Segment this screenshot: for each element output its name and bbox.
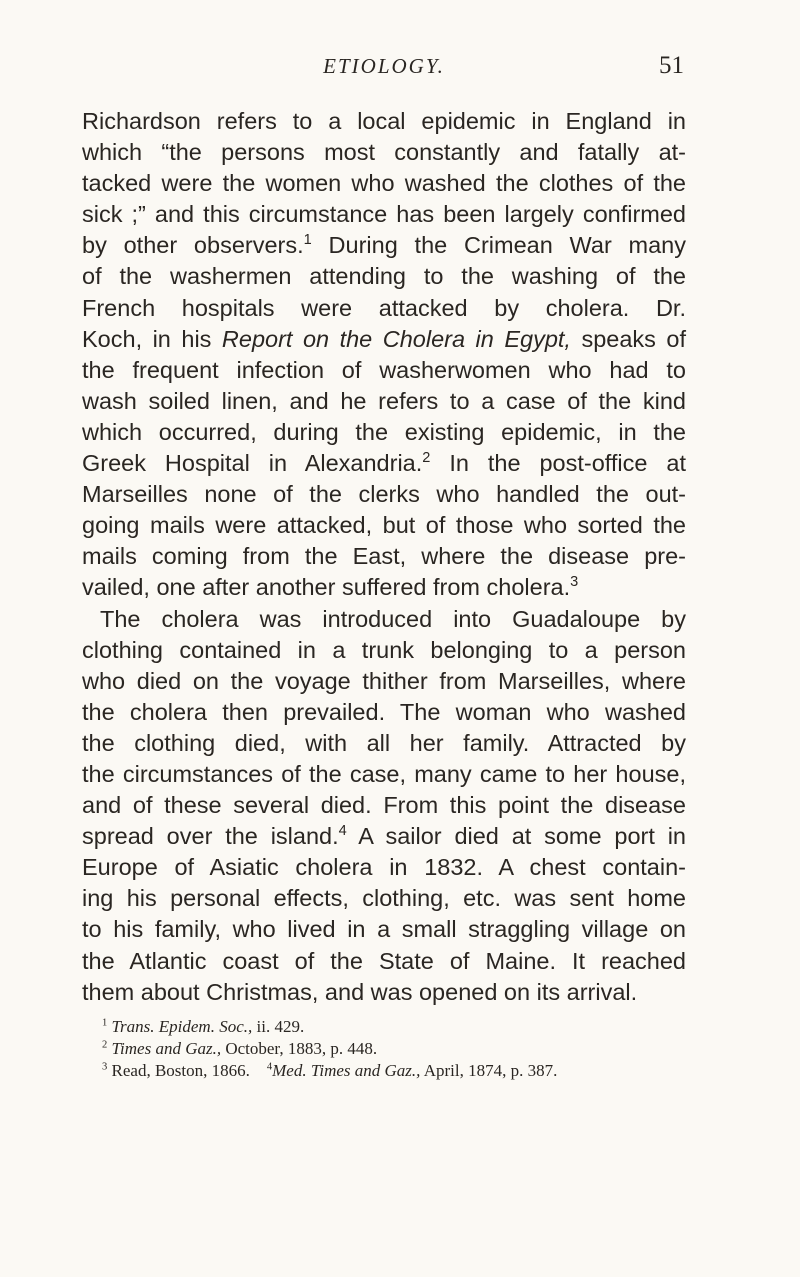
text-line: the frequent infection of washerwomen who had to — [82, 356, 686, 383]
footnote-mark: 2 — [102, 1039, 108, 1051]
text-line: ing his personal effects, clothing, etc. was sent home — [82, 885, 686, 912]
footnote-text: April, 1874, p. 387. — [420, 1060, 558, 1080]
text-line: to his family, who lived in a small straggling village on — [82, 916, 686, 943]
text-line: the circumstances of the case, many came to her house, — [82, 760, 686, 787]
text-fragment: A sailor died at some port in — [346, 823, 687, 850]
text-line: tacked were the women who washed the clothes of the — [82, 170, 686, 197]
footnote-text: ii. 429. — [252, 1016, 305, 1036]
footnote-ref: 4 — [338, 823, 347, 840]
text-line: The cholera was introduced into Guadaloupe by — [100, 605, 686, 632]
footnote-ref: 1 — [303, 232, 312, 249]
text-line — [82, 324, 686, 355]
footnote-text: Read, Boston, 1866. — [107, 1060, 250, 1080]
running-head: ETIOLOGY. — [323, 54, 445, 78]
text-line: who died on the voyage thither from Marseilles, where — [82, 667, 686, 694]
footnote — [82, 1038, 686, 1060]
footnote-mark: 1 — [102, 1017, 108, 1029]
footnote-source: Trans. Epidem. Soc., — [111, 1016, 253, 1036]
text-line: which occurred, during the existing epidemic, in the — [82, 418, 686, 445]
text-line: of the washermen attending to the washing of the — [82, 263, 686, 290]
text-fragment: Koch, in his — [82, 325, 222, 352]
footnote — [82, 1060, 686, 1082]
text-fragment: speaks of — [570, 325, 686, 352]
text-fragment: by other observers. — [82, 232, 304, 259]
text-fragment: In the post-office at — [430, 450, 686, 477]
text-line: them about Christmas, and was opened on its arrival. — [82, 978, 638, 1005]
body-text — [82, 106, 686, 1008]
text-line: and of these several died. From this point the disease — [82, 792, 686, 819]
text-line: Marseilles none of the clerks who handled the out- — [82, 481, 686, 508]
text-fragment: spread over the island. — [82, 823, 339, 850]
text-line: Richardson refers to a local epidemic in England in — [82, 108, 686, 134]
text-line — [82, 448, 686, 479]
text-fragment: During the Crimean War many — [311, 232, 687, 259]
footnote-mark: 3 — [102, 1061, 108, 1073]
footnote-ref: 2 — [422, 450, 431, 467]
text-fragment: Greek Hospital in Alexandria. — [82, 450, 423, 477]
text-line: the Atlantic coast of the State of Maine. It reached — [82, 947, 686, 974]
footnote-mark: 4 — [266, 1061, 273, 1073]
text-line: the clothing died, with all her family. Attracted by — [82, 729, 686, 756]
footnote-text: October, 1883, p. 448. — [221, 1038, 378, 1058]
footnote-source: Times and Gaz., — [111, 1038, 222, 1058]
text-line: going mails were attacked, but of those who sorted the — [82, 512, 686, 539]
footnote-ref: 3 — [570, 574, 579, 591]
text-line: wash soiled linen, and he refers to a case of the kind — [82, 387, 686, 414]
text-line — [82, 821, 686, 852]
text-line: the cholera then prevailed. The woman who washed — [82, 698, 686, 725]
text-line: sick ;” and this circumstance has been largely confirmed — [82, 201, 686, 228]
text-line: mails coming from the East, where the disease pre- — [82, 543, 686, 570]
footnote-source: Med. Times and Gaz., — [272, 1060, 421, 1080]
page-header — [82, 52, 686, 92]
text-line — [82, 230, 686, 261]
text-fragment: vailed, one after another suffered from cholera. — [82, 574, 571, 601]
text-line: which “the persons most constantly and fatally at- — [82, 139, 686, 166]
report-title: Report on the Cholera in Egypt, — [221, 325, 571, 352]
page-number: 51 — [659, 52, 684, 79]
text-line: Europe of Asiatic cholera in 1832. A chest contain- — [82, 854, 686, 881]
text-line: clothing contained in a trunk belonging to a person — [82, 636, 686, 663]
text-line — [82, 572, 686, 603]
book-page — [82, 52, 686, 1082]
footnote — [82, 1016, 686, 1038]
text-line: French hospitals were attacked by cholera. Dr. — [82, 294, 686, 321]
footnotes — [82, 1016, 686, 1082]
